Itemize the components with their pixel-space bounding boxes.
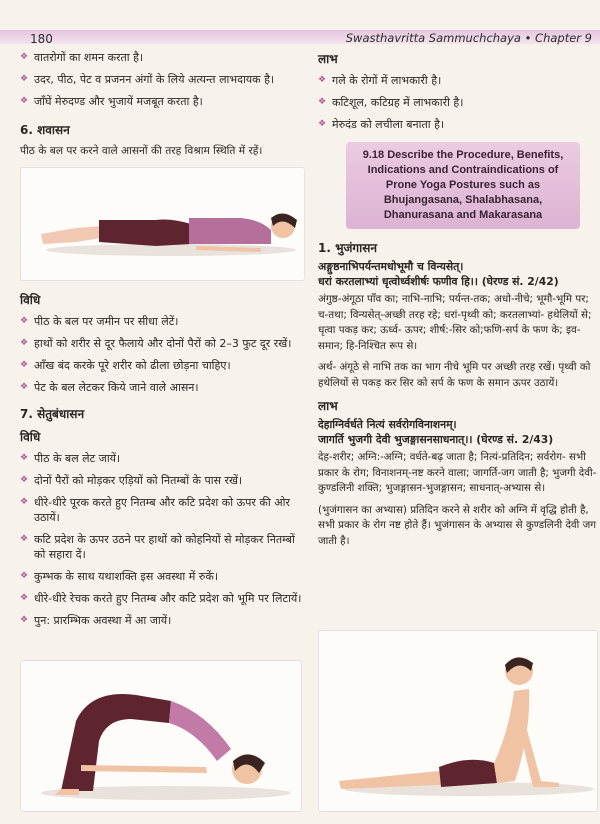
list-item: ❖ धीरे-धीरे रेचक करते हुए नितम्ब और कटि प्रदेश को भूमि पर लिटायें। xyxy=(20,592,302,605)
shavasana-description: पीठ के बल पर करने वाले आसनों की तरह विश्राम स्थिति में रहें। xyxy=(20,145,263,157)
setubandhasana-heading: 7. सेतुबंधासन xyxy=(20,407,85,421)
verse-line: जागर्ति भुजगी देवी भुजङ्गासनसाधनात्।। (घेरण्ड सं. 2/43) xyxy=(318,433,554,446)
bullet-icon: ❖ xyxy=(318,119,327,129)
bullet-icon: ❖ xyxy=(318,97,327,107)
bullet-icon: ❖ xyxy=(20,74,29,84)
labh-heading: लाभ xyxy=(318,52,338,66)
shavasana-vidhi-heading: विधि xyxy=(20,293,41,307)
right-column xyxy=(318,50,598,555)
list-item: ❖ दोनों पैरों को मोड़कर एड़ियों को नितम्बों के पास रखें। xyxy=(20,474,243,487)
bullet-icon: ❖ xyxy=(20,52,29,62)
verse-line: धरां करतलाभ्यां धृत्वोर्ध्वशीर्षः फणीव हि।। (घेरण्ड सं. 2/42) xyxy=(318,275,559,288)
list-item: ❖ कुम्भक के साथ यथाशक्ति इस अवस्था में रुकें। xyxy=(20,570,218,583)
bullet-icon: ❖ xyxy=(20,593,29,603)
learning-objective-box: 9.18 Describe the Procedure, Benefits, Indications and Contraindications of Prone Yoga Postures such as Bhujangasana, Shalabhasana, Dhanurasana and Makarasana xyxy=(346,142,580,229)
list-item: ❖ वातरोगों का शमन करता है। xyxy=(20,51,144,64)
bullet-icon: ❖ xyxy=(20,316,29,326)
list-item: ❖ उदर, पीठ, पेट व प्रजनन अंगों के लिये अत्यन्त लाभदायक है। xyxy=(20,73,275,86)
list-item: ❖ जाँघें मेरुदण्ड और भुजायें मजबूत करता है। xyxy=(20,95,203,108)
word-gloss: देह-शरीर; अग्नि:-अग्नि; वर्धते-बढ़ जाता है; नित्यं-प्रतिदिन; सर्वरोग- सभी प्रकार के रोग; विनाशनम्-नष्ट करने वाला; जागर्ति-जग जाती है; भुजगी देवी-कुण्डलिनी शक्ति; भुजङ्गासन-भुजङ्गासन; साधनात्-अभ्यास से। xyxy=(318,451,597,494)
bullet-icon: ❖ xyxy=(20,475,29,485)
list-item: ❖ हाथों को शरीर से दूर फैलाये और दोनों पैरों को 2–3 फुट दूर रखें। xyxy=(20,337,292,350)
verse-line: देहाग्निर्वर्धते नित्यं सर्वरोगविनाशनम्। xyxy=(318,418,457,431)
list-item: ❖ पेट के बल लेटकर किये जाने वाले आसन। xyxy=(20,381,199,394)
bhujangasana-illustration xyxy=(319,631,597,811)
bullet-icon: ❖ xyxy=(318,75,327,85)
bhujangasana-figure xyxy=(318,630,598,812)
shavasana-heading: 6. शवासन xyxy=(20,123,70,137)
bullet-icon: ❖ xyxy=(20,534,29,544)
list-item: ❖ कटि प्रदेश के ऊपर उठने पर हाथों को कोहनियों से मोड़कर नितम्बों को सहारा दें। xyxy=(20,533,295,561)
page-number: 180 xyxy=(30,32,53,46)
shavasana-figure xyxy=(20,167,305,281)
setubandhasana-figure xyxy=(20,660,302,812)
list-item: ❖ गले के रोगों में लाभकारी है। xyxy=(318,74,442,87)
page-header xyxy=(0,0,600,46)
list-item: ❖ धीरे-धीरे पूरक करते हुए नितम्ब और कटि प्रदेश को ऊपर की ओर उठायें। xyxy=(20,496,290,524)
word-gloss: अंगुष्ठ-अंगूठा पाँव का; नाभि-नाभि; पर्यन्त-तक; अधो-नीचे; भूमौ-भूमि पर; च-तथा; विन्यसेत्-अच्छी तरह रहे; धरां-पृथ्वी को; करतलाभ्यां- हथेलियों से; धृत्वा पकड़ कर; ऊर्ध्व- ऊपर; शीर्ष:-सिर को;फणि-सर्प के फण के; इव-समान; हि-निश्चित रूप से। xyxy=(318,293,592,352)
bhujangasana-heading: 1. भुजंगासन xyxy=(318,241,378,255)
list-item: ❖ आँख बंद करके पूरे शरीर को ढीला छोड़ना चाहिए। xyxy=(20,359,231,372)
verse-meaning: अर्थ- अंगूठे से नाभि तक का भाग नीचे भूमि पर अच्छी तरह रखें। पृथ्वी को हथेलियों से पकड़ कर सिर को सर्प के फण के समान ऊपर उठायें। xyxy=(318,361,591,389)
bullet-icon: ❖ xyxy=(20,338,29,348)
shavasana-illustration xyxy=(21,168,304,278)
list-item: ❖ कटिशूल, कटिग्रह में लाभकारी है। xyxy=(318,96,464,109)
left-column xyxy=(20,50,305,635)
bullet-icon: ❖ xyxy=(20,453,29,463)
bullet-icon: ❖ xyxy=(20,615,29,625)
bullet-icon: ❖ xyxy=(20,360,29,370)
setubandhasana-illustration xyxy=(21,661,301,811)
bullet-icon: ❖ xyxy=(20,571,29,581)
setubandhasana-vidhi-heading: विधि xyxy=(20,430,41,444)
list-item: ❖ पीठ के बल लेट जायें। xyxy=(20,452,121,465)
verse-line: अङ्गुष्ठनाभिपर्यन्तमधोभूमौ च विन्यसेत्। xyxy=(318,260,464,273)
running-head: Swasthavritta Sammuchchaya • Chapter 9 xyxy=(345,31,592,45)
bullet-icon: ❖ xyxy=(20,96,29,106)
bhujangasana-labh-heading: लाभ xyxy=(318,399,338,413)
bullet-icon: ❖ xyxy=(20,382,29,392)
list-item: ❖ पुन: प्रारम्भिक अवस्था में आ जायें। xyxy=(20,614,172,627)
list-item: ❖ पीठ के बल पर जमीन पर सीधा लेटें। xyxy=(20,315,179,328)
practice-note: (भुजंगासन का अभ्यास) प्रतिदिन करने से शरीर को अग्नि में वृद्धि होती है, सभी प्रकार के रोग नष्ट होते हैं। भुजंगासन के अभ्यास से कुण्डलिनी देवी जग जाती है। xyxy=(318,503,597,547)
bullet-icon: ❖ xyxy=(20,497,29,507)
list-item: ❖ मेरुदंड को लचीला बनाता है। xyxy=(318,118,445,131)
